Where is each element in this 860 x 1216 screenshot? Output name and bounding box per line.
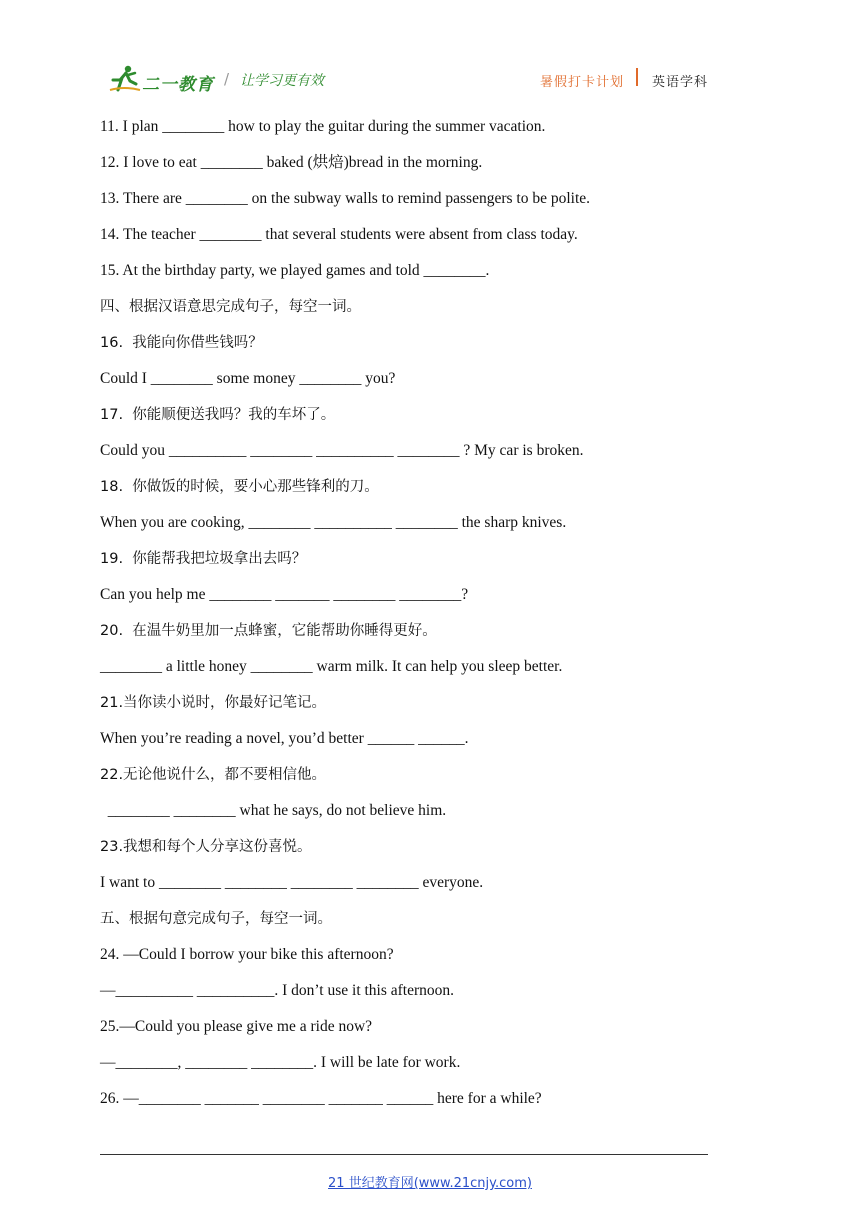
question-21-answer: When you’re reading a novel, you’d better ______ ______.	[100, 730, 469, 747]
question-16-answer: Could I ________ some money ________ you?	[100, 370, 396, 387]
section-five-heading: 五、根据句意完成句子，每空一词。	[100, 911, 332, 927]
question-11: 11. I plan ________ how to play the guitar during the summer vacation.	[100, 118, 546, 135]
question-26-prompt: 26. —________ _______ ________ _______ ______ here for a while?	[100, 1090, 542, 1107]
question-23-prompt: 23.我想和每个人分享这份喜悦。	[100, 839, 312, 855]
question-14: 14. The teacher ________ that several students were absent from class today.	[100, 226, 578, 243]
question-25-prompt: 25.—Could you please give me a ride now?	[100, 1018, 373, 1035]
question-15: 15. At the birthday party, we played games and told ________.	[100, 262, 490, 279]
question-22-answer: ________ ________ what he says, do not believe him.	[100, 802, 447, 819]
logo	[108, 64, 218, 94]
question-24-answer: —__________ __________. I don’t use it this afternoon.	[100, 982, 455, 999]
question-18-answer: When you are cooking, ________ __________ ________ the sharp knives.	[100, 514, 567, 531]
slogan: 让学习更有效	[240, 73, 324, 89]
section-four-heading: 四、根据汉语意思完成句子，每空一词。	[100, 299, 361, 315]
question-17-prompt: 17. 你能顺便送我吗？我的车坏了。	[100, 407, 336, 423]
footer-rule	[100, 1154, 708, 1155]
question-25-answer: —________, ________ ________. I will be late for work.	[100, 1054, 461, 1071]
runner-logo-icon	[108, 64, 142, 94]
subject-label: 英语学科	[651, 75, 708, 90]
question-20-answer: ________ a little honey ________ warm milk. It can help you sleep better.	[100, 658, 563, 675]
page-header	[100, 62, 708, 98]
question-19-answer: Can you help me ________ _______ ________ ________?	[100, 586, 469, 603]
footer-link[interactable]: 21 世纪教育网(www.21cnjy.com)	[328, 1176, 532, 1191]
question-18-prompt: 18. 你做饭的时候，要小心那些锋利的刀。	[100, 479, 379, 495]
question-12: 12. I love to eat ________ baked (烘焙)bread in the morning.	[100, 154, 483, 171]
logo-text: 二一教育	[142, 75, 214, 95]
question-16-prompt: 16. 我能向你借些钱吗？	[100, 335, 263, 351]
question-22-prompt: 22.无论他说什么，都不要相信他。	[100, 767, 327, 783]
question-20-prompt: 20. 在温牛奶里加一点蜂蜜，它能帮助你睡得更好。	[100, 623, 437, 639]
plan-label: 暑假打卡计划	[539, 75, 624, 90]
question-23-answer: I want to ________ ________ ________ ________ everyone.	[100, 874, 484, 891]
question-13: 13. There are ________ on the subway walls to remind passengers to be polite.	[100, 190, 591, 207]
question-19-prompt: 19. 你能帮我把垃圾拿出去吗？	[100, 551, 307, 567]
question-17-answer: Could you __________ ________ __________ ________ ? My car is broken.	[100, 442, 584, 459]
question-21-prompt: 21.当你读小说时，你最好记笔记。	[100, 695, 327, 711]
header-divider	[636, 68, 638, 86]
slogan-separator: /	[224, 70, 230, 88]
question-24-prompt: 24. —Could I borrow your bike this afternoon?	[100, 946, 394, 963]
